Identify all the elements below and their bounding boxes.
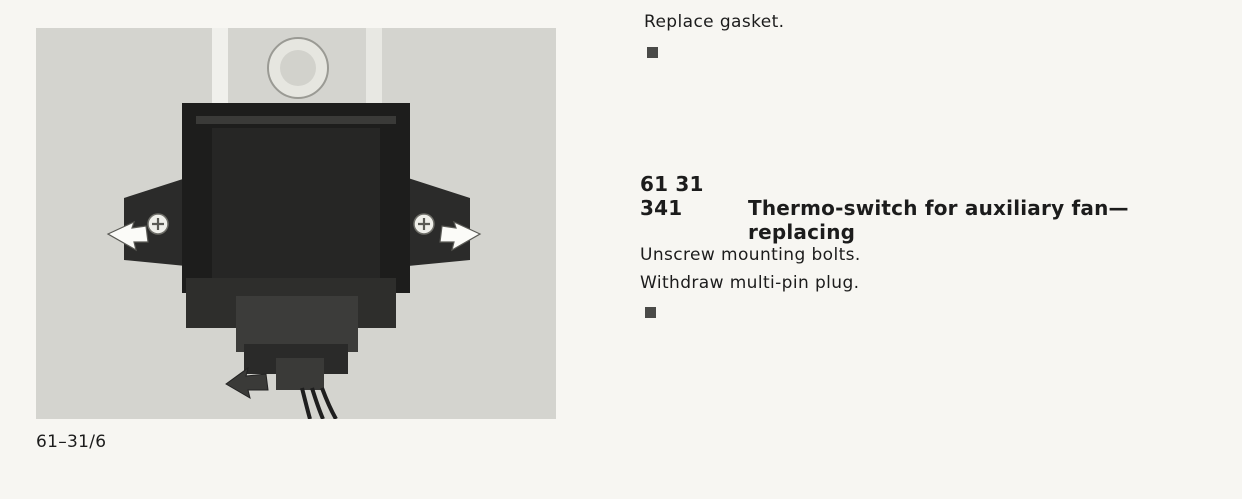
- section-title-line1: Thermo-switch for auxiliary fan—: [748, 196, 1129, 220]
- section-title-line2: replacing: [748, 220, 856, 244]
- section-number: 61 31 341: [640, 172, 704, 220]
- thermo-switch-photo: [36, 28, 556, 419]
- end-marker-icon: [645, 307, 656, 318]
- step-unscrew-bolts: Unscrew mounting bolts.: [640, 245, 861, 265]
- replace-gasket-step: Replace gasket.: [644, 12, 785, 32]
- step-withdraw-plug: Withdraw multi-pin plug.: [640, 273, 860, 293]
- section-heading: [640, 172, 1129, 244]
- end-marker-icon: [647, 47, 658, 58]
- figure-caption: 61–31/6: [36, 432, 107, 452]
